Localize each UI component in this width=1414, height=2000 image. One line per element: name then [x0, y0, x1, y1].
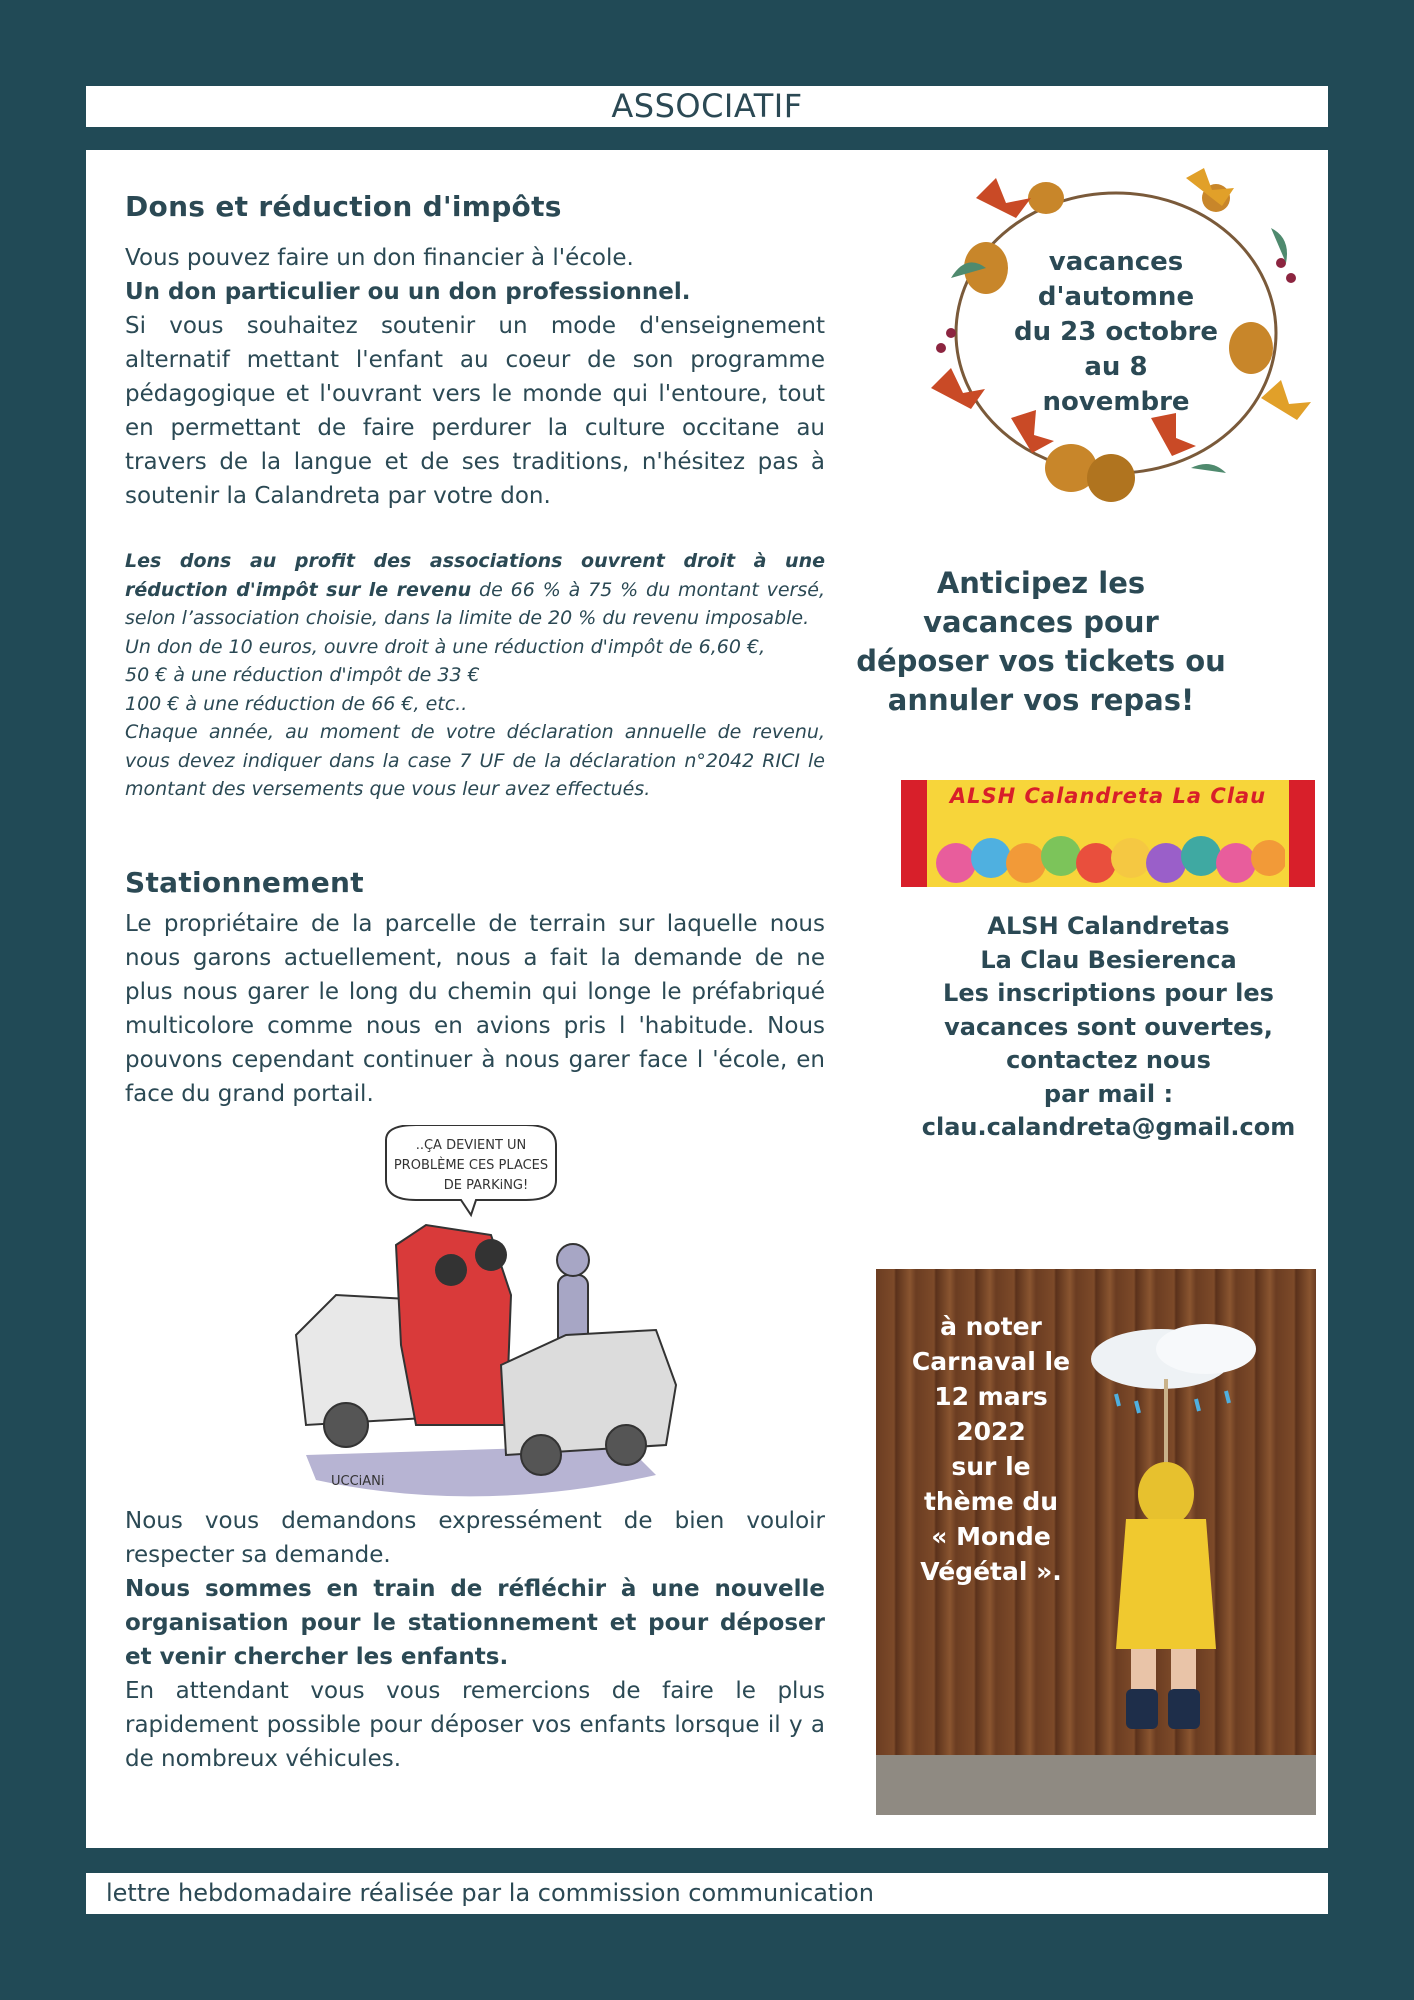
photo-ground [876, 1755, 1316, 1815]
tax-line5: Chaque année, au moment de votre déclaration annuelle de revenu, vous devez indiquer dans la case 7 UF de la déclaration n°2042 RICI le montant des versements que vous leur avez effectués. [125, 721, 825, 800]
banner-flag-left [901, 780, 927, 887]
stationnement-section-2 [125, 1504, 825, 1776]
waiting-text: En attendant vous vous remercions de faire le plus rapidement possible pour déposer vos enfants lorsque il y a de nombreux véhicules. [125, 1678, 825, 1772]
carnaval-line8: Végétal ». [920, 1557, 1062, 1586]
anticipez-text [841, 564, 1241, 720]
carnaval-photo [876, 1269, 1316, 1815]
alsh-line5: contactez nous [1006, 1046, 1211, 1074]
request-text: Nous vous demandons expressément de bien vouloir respecter sa demande. [125, 1508, 825, 1568]
alsh-line6: par mail : [1043, 1079, 1174, 1108]
painted-hands-icon [931, 818, 1285, 887]
organisation-bold: Nous sommes en train de réfléchir à une nouvelle organisation pour le stationnement et pour déposer et venir chercher les enfants. [125, 1576, 825, 1670]
cartoon-signature: UCCiANi [331, 1474, 385, 1489]
alsh-email[interactable]: clau.calandreta@gmail.com [921, 1113, 1296, 1141]
cartoon-bubble-line1: ..ÇA DEVIENT UN [415, 1138, 527, 1153]
carnaval-line4: 2022 [956, 1417, 1026, 1446]
tax-line3: 50 € à une réduction d'impôt de 33 € [125, 664, 480, 686]
tax-line4: 100 € à une réduction de 66 €, etc.. [125, 692, 468, 715]
carnaval-line3: 12 mars [934, 1382, 1048, 1411]
dons-heading: Dons et réduction d'impôts [125, 190, 562, 223]
cartoon-bubble-line2: PROBLÈME CES PLACES [393, 1158, 549, 1173]
vacances-line3: du 23 octobre [1013, 317, 1219, 347]
section-header: ASSOCIATIF [86, 86, 1328, 127]
cartoon-bubble-line3: DE PARKiNG! [443, 1178, 529, 1193]
carnaval-line5: sur le [951, 1452, 1031, 1481]
content-panel [86, 150, 1328, 1848]
stationnement-paragraph-2 [125, 1504, 825, 1776]
vacances-line4: au 8 novembre [1042, 352, 1190, 417]
tax-line2: Un don de 10 euros, ouvre droit à une réduction d'impôt de 6,60 €, [125, 635, 766, 658]
carnaval-line1: à noter [940, 1312, 1042, 1341]
carnaval-line2: Carnaval le [911, 1347, 1071, 1376]
alsh-info [901, 910, 1316, 1145]
dons-bold-line: Un don particulier ou un don professionnel. [125, 279, 691, 305]
child-umbrella-cloud-icon [1076, 1319, 1296, 1759]
anticipez-line4: annuler vos repas! [887, 683, 1195, 717]
alsh-line2: La Clau Besierenca [980, 945, 1237, 974]
stationnement-section [125, 866, 825, 1111]
tax-bold: Les dons au profit des associations ouvrent droit à une réduction d'impôt sur le revenu [125, 550, 825, 601]
alsh-line1: ALSH Calandretas [987, 912, 1230, 940]
anticipez-line3: déposer vos tickets ou [856, 644, 1226, 678]
carnaval-line6: thème du [923, 1487, 1059, 1516]
anticipez-line2: vacances pour [923, 605, 1159, 639]
alsh-banner [901, 780, 1315, 887]
dons-rest: Si vous souhaitez soutenir un mode d'enseignement alternatif mettant l'enfant au coeur de son programme pédagogique et l'ouvrant vers le monde qui l'entoure, tout en permettant de faire perdurer la culture occitane au travers de la langue et de ses traditions, n'hésitez pas à soutenir la Calandreta par votre don. [125, 313, 825, 509]
tax-paragraph [125, 547, 825, 804]
stationnement-paragraph-1: Le propriétaire de la parcelle de terrain sur laquelle nous nous garons actuellement, nous a fait la demande de ne plus nous garer le long du chemin qui longe le préfabriqué multicolore comme nous en avions pris l 'habitude. Nous pouvons cependant continuer à nous garer face l 'école, en face du grand portail. [125, 911, 825, 1107]
tax-rest: de 66 % à 75 % du montant versé, selon l’association choisie, dans la limite de 20 % du revenu imposable. [125, 578, 825, 629]
vacances-text [1011, 245, 1221, 420]
banner-flag-right [1289, 780, 1315, 887]
carnaval-text [888, 1309, 1094, 1589]
vacances-line2: d'automne [1037, 282, 1195, 312]
vacances-line1: vacances [1048, 247, 1184, 277]
dons-line1: Vous pouvez faire un don financier à l'école. [125, 245, 634, 271]
carnaval-line7: « Monde [931, 1522, 1051, 1551]
dons-paragraph [125, 241, 825, 513]
anticipez-line1: Anticipez les [936, 566, 1146, 600]
dons-section [125, 190, 825, 804]
alsh-line3: Les inscriptions pour les [943, 979, 1274, 1007]
alsh-line4: vacances sont ouvertes, [944, 1012, 1273, 1041]
parking-cartoon [276, 1125, 746, 1500]
stationnement-heading: Stationnement [125, 866, 364, 899]
banner-title: ALSH Calandreta La Clau [949, 784, 1267, 808]
footer: lettre hebdomadaire réalisée par la commission communication [86, 1873, 1328, 1914]
